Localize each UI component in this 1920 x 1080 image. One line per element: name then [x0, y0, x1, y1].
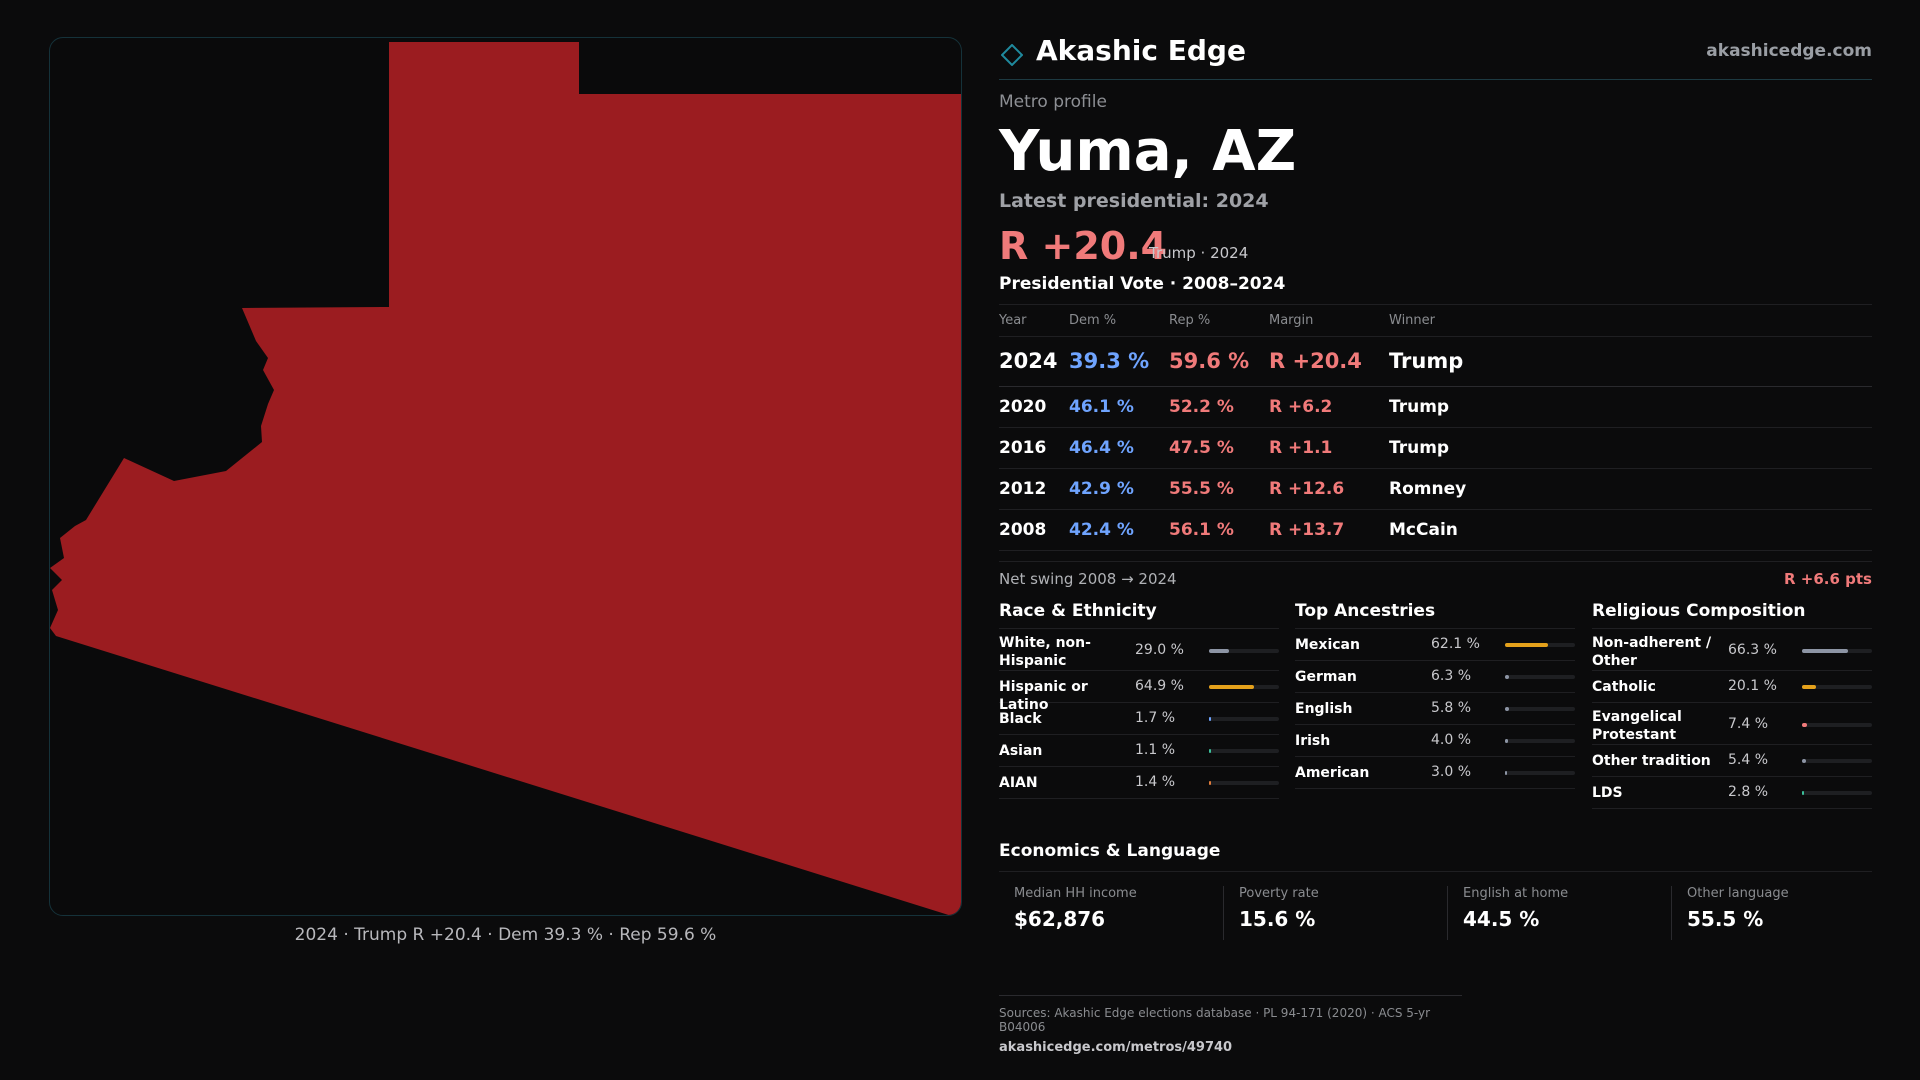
demo-label: Irish: [1295, 732, 1331, 749]
demo-pct: 5.8 %: [1431, 699, 1472, 716]
econ-label: English at home: [1463, 885, 1569, 901]
demo-bar-fill: [1209, 685, 1254, 689]
economics-title: Economics & Language: [999, 841, 1872, 872]
demo-label: LDS: [1592, 784, 1623, 801]
econ-label: Poverty rate: [1239, 885, 1319, 901]
vote-table-header: [999, 305, 1872, 336]
row-margin: R +6.2: [1269, 386, 1389, 427]
demo-label: Black: [999, 710, 1042, 727]
county-shape: [50, 42, 961, 916]
diamond-logo-icon: [1001, 44, 1023, 66]
row-winner: Trump: [1389, 336, 1872, 386]
row-rep: 56.1 %: [1169, 509, 1269, 550]
demo-pct: 62.1 %: [1431, 635, 1480, 652]
row-margin: R +1.1: [1269, 427, 1389, 468]
row-rep: 59.6 %: [1169, 336, 1269, 386]
row-margin: R +13.7: [1269, 509, 1389, 550]
demo-bar-fill: [1802, 649, 1848, 653]
headline-margin: [999, 224, 1872, 268]
demo-bar-track: [1802, 759, 1872, 763]
econ-value: $62,876: [1014, 906, 1106, 931]
demo-label: Evangelical Protestant: [1592, 708, 1682, 743]
demo-bar-track: [1802, 791, 1872, 795]
row-winner: Romney: [1389, 468, 1872, 509]
econ-value: 55.5 %: [1687, 906, 1764, 931]
demo-bar-fill: [1802, 791, 1804, 795]
table-row: [999, 336, 1872, 386]
list-item: [1592, 745, 1872, 777]
demo-pct: 1.1 %: [1135, 741, 1176, 758]
demo-bar-fill: [1505, 739, 1508, 743]
list-item: [1592, 671, 1872, 703]
row-year: 2008: [999, 509, 1069, 550]
list-item: [1592, 703, 1872, 745]
demo-bar-track: [1802, 649, 1872, 653]
econ-label: Other language: [1687, 885, 1789, 901]
row-winner: Trump: [1389, 427, 1872, 468]
row-dem: 39.3 %: [1069, 336, 1169, 386]
table-row: [999, 427, 1872, 468]
brand-header: [999, 30, 1872, 80]
row-year: 2020: [999, 386, 1069, 427]
map-caption: 2024 · Trump R +20.4 · Dem 39.3 % · Rep 59.6 %: [294, 925, 717, 945]
row-dem: 46.4 %: [1069, 427, 1169, 468]
latest-presidential-label: Latest presidential: 2024: [999, 190, 1269, 212]
demo-pct: 4.0 %: [1431, 731, 1472, 748]
demo-pct: 5.4 %: [1728, 751, 1769, 768]
demo-pct: 3.0 %: [1431, 763, 1472, 780]
demo-bar-track: [1505, 707, 1575, 711]
demo-label: English: [1295, 700, 1353, 717]
econ-median-income: [999, 886, 1223, 940]
row-margin: R +12.6: [1269, 468, 1389, 509]
demo-label: Other tradition: [1592, 752, 1711, 769]
demo-pct: 64.9 %: [1135, 677, 1184, 694]
row-dem: 46.1 %: [1069, 386, 1169, 427]
econ-english-at-home: [1447, 886, 1671, 940]
demo-bar-track: [1209, 649, 1279, 653]
header-dem: Dem %: [1069, 305, 1169, 336]
demo-label: Catholic: [1592, 678, 1656, 695]
demo-label: German: [1295, 668, 1357, 685]
sources-text: Sources: Akashic Edge elections database · PL 94-171 (2020) · ACS 5-yr B04006: [999, 1006, 1431, 1034]
econ-other-language: [1671, 886, 1872, 940]
list-item: [999, 629, 1279, 671]
row-year: 2016: [999, 427, 1069, 468]
metro-eyebrow: Metro profile: [999, 92, 1107, 112]
page-title: Yuma, AZ: [999, 119, 1297, 184]
demo-pct: 66.3 %: [1728, 641, 1777, 658]
row-margin: R +20.4: [1269, 336, 1389, 386]
demo-label: Non-adherent / Other: [1592, 634, 1712, 669]
race-ethnicity-title: Race & Ethnicity: [999, 601, 1279, 629]
demo-bar-fill: [1209, 781, 1211, 785]
demo-pct: 1.4 %: [1135, 773, 1176, 790]
demo-label: Mexican: [1295, 636, 1360, 653]
religion-section: [1592, 601, 1872, 809]
brand-url-link[interactable]: akashicedge.com: [1706, 41, 1872, 61]
net-swing: [999, 561, 1872, 587]
row-rep: 55.5 %: [1169, 468, 1269, 509]
econ-value: 15.6 %: [1239, 906, 1316, 931]
county-map: [49, 37, 962, 916]
header-winner: Winner: [1389, 305, 1872, 336]
table-row: [999, 386, 1872, 427]
row-year: 2024: [999, 336, 1069, 386]
demo-label: White, non-Hispanic: [999, 634, 1091, 669]
demo-pct: 6.3 %: [1431, 667, 1472, 684]
econ-label: Median HH income: [1014, 885, 1137, 901]
headline-margin-value: R +20.4: [999, 224, 1168, 268]
list-item: [1592, 629, 1872, 671]
demo-pct: 20.1 %: [1728, 677, 1777, 694]
metro-panel: [999, 30, 1872, 956]
race-ethnicity-section: [999, 601, 1279, 799]
demo-pct: 2.8 %: [1728, 783, 1769, 800]
demo-label: Asian: [999, 742, 1043, 759]
demo-label: Hispanic or Latino: [999, 678, 1088, 713]
econ-poverty-rate: [1223, 886, 1447, 940]
net-swing-label: Net swing 2008 → 2024: [999, 569, 1177, 588]
demo-bar-fill: [1505, 643, 1548, 647]
demo-pct: 7.4 %: [1728, 715, 1769, 732]
demo-bar-track: [1209, 749, 1279, 753]
list-item: [1295, 725, 1575, 757]
demo-bar-track: [1505, 771, 1575, 775]
demo-bar-track: [1505, 739, 1575, 743]
list-item: [1295, 693, 1575, 725]
demo-bar-fill: [1802, 759, 1806, 763]
vote-table-title: Presidential Vote · 2008–2024: [999, 274, 1872, 305]
county-shape-svg: [50, 38, 962, 916]
brand-name: Akashic Edge: [1036, 34, 1246, 67]
list-item: [999, 671, 1279, 713]
list-item: [1295, 757, 1575, 789]
headline-margin-sub: Trump · 2024: [1149, 244, 1249, 262]
row-winner: McCain: [1389, 509, 1872, 550]
economics-grid: [999, 886, 1872, 956]
net-swing-value: R +6.6 pts: [1784, 569, 1872, 588]
demo-bar-track: [1802, 723, 1872, 727]
row-dem: 42.4 %: [1069, 509, 1169, 550]
header-rep: Rep %: [1169, 305, 1269, 336]
row-year: 2012: [999, 468, 1069, 509]
sources-footer: [999, 995, 1462, 1055]
table-row: [999, 509, 1872, 550]
demo-bar-track: [1209, 781, 1279, 785]
sources-link[interactable]: akashicedge.com/metros/49740: [999, 1040, 1233, 1055]
header-year: Year: [999, 305, 1069, 336]
demo-bar-fill: [1505, 675, 1509, 679]
vote-table: [999, 305, 1872, 551]
ancestries-title: Top Ancestries: [1295, 601, 1575, 629]
demographics: [999, 601, 1872, 841]
demo-label: AIAN: [999, 774, 1038, 791]
demo-bar-fill: [1802, 685, 1816, 689]
demo-bar-track: [1209, 717, 1279, 721]
demo-bar-fill: [1505, 707, 1509, 711]
demo-bar-track: [1209, 685, 1279, 689]
demo-pct: 1.7 %: [1135, 709, 1176, 726]
list-item: [1295, 629, 1575, 661]
list-item: [999, 735, 1279, 767]
row-winner: Trump: [1389, 386, 1872, 427]
header-margin: Margin: [1269, 305, 1389, 336]
list-item: [1592, 777, 1872, 809]
list-item: [999, 767, 1279, 799]
row-rep: 47.5 %: [1169, 427, 1269, 468]
demo-label: American: [1295, 764, 1370, 781]
demo-bar-fill: [1209, 717, 1211, 721]
demo-bar-track: [1505, 643, 1575, 647]
demo-pct: 29.0 %: [1135, 641, 1184, 658]
econ-value: 44.5 %: [1463, 906, 1540, 931]
row-rep: 52.2 %: [1169, 386, 1269, 427]
table-row: [999, 468, 1872, 509]
list-item: [1295, 661, 1575, 693]
demo-bar-track: [1505, 675, 1575, 679]
demo-bar-track: [1802, 685, 1872, 689]
ancestries-section: [1295, 601, 1575, 789]
demo-bar-fill: [1802, 723, 1807, 727]
demo-bar-fill: [1209, 649, 1229, 653]
religion-title: Religious Composition: [1592, 601, 1872, 629]
demo-bar-fill: [1209, 749, 1211, 753]
demo-bar-fill: [1505, 771, 1507, 775]
row-dem: 42.9 %: [1069, 468, 1169, 509]
list-item: [999, 703, 1279, 735]
